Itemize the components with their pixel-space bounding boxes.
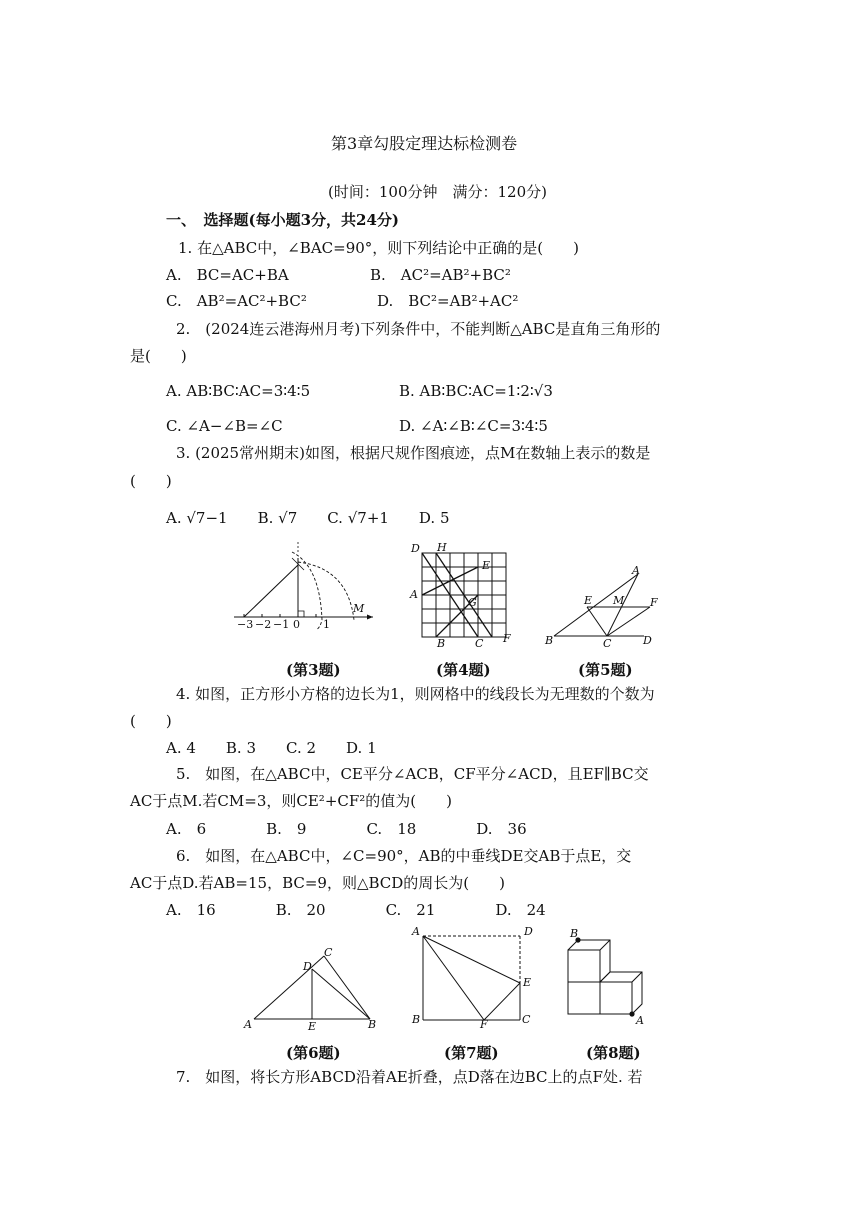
figure-6 xyxy=(240,944,380,1034)
label-E: E xyxy=(482,559,491,572)
label-B: B xyxy=(570,927,579,940)
label-F: F xyxy=(650,596,658,609)
label-B: B xyxy=(545,634,554,647)
label-C: C xyxy=(475,637,484,650)
label-B: B xyxy=(437,637,446,650)
label-A: A xyxy=(410,588,418,601)
q7-stem-line1: 7. 如图，将长方形ABCD沿着AE折叠，点D落在边BC上的点F处. 若 xyxy=(176,1068,643,1086)
label-minus-3: −3 xyxy=(237,618,254,630)
q2-option-d: D. ∠A∶∠B∶∠C=3∶4∶5 xyxy=(399,417,548,435)
figure-4 xyxy=(405,540,520,650)
label-A: A xyxy=(412,925,420,938)
q2-option-c: C. ∠A−∠B=∠C xyxy=(166,417,283,435)
label-A: A xyxy=(632,564,640,577)
line-BA xyxy=(554,574,638,636)
point-A xyxy=(629,1011,634,1016)
label-zero: 0 xyxy=(293,618,300,630)
line-EC xyxy=(587,607,607,636)
q2-stem-line1: 2. (2024连云港海州月考)下列条件中，不能判断△ABC是直角三角形的 xyxy=(176,320,661,338)
cube-bottom-right-front xyxy=(600,982,632,1014)
label-A: A xyxy=(244,1018,252,1031)
q6-options: A. 16 B. 20 C. 21 D. 24 xyxy=(166,901,546,919)
cube-bottom-left-front xyxy=(568,982,600,1014)
figure-8-caption: (第8题) xyxy=(586,1044,641,1062)
q5-stem-line1: 5. 如图，在△ABC中，CE平分∠ACB，CF平分∠ACD，且EF∥BC交 xyxy=(176,765,649,783)
label-one: 1 xyxy=(323,618,330,630)
figure-3 xyxy=(230,540,380,630)
label-H: H xyxy=(437,541,447,554)
q6-stem-line2: AC于点D.若AB=15，BC=9，则△BCD的周长为( ) xyxy=(130,874,506,892)
segment-AE xyxy=(423,936,520,983)
q2-stem-line2: 是( ) xyxy=(130,347,187,365)
q4-stem-line2: ( ) xyxy=(130,712,172,730)
label-A: A xyxy=(636,1014,644,1027)
exam-info: (时间：100分钟 满分：120分) xyxy=(328,183,547,201)
figure-4-caption: (第4题) xyxy=(436,661,491,679)
number-line-arrow xyxy=(367,615,373,620)
q1-option-c: C. AB²=AC²+BC² xyxy=(166,292,307,310)
q1-option-b: B. AC²=AB²+BC² xyxy=(370,266,511,284)
segment-FE xyxy=(484,983,520,1020)
q1-stem: 1. 在△ABC中，∠BAC=90°，则下列结论中正确的是( ) xyxy=(178,239,579,257)
right-angle-mark xyxy=(298,611,304,617)
figure-7 xyxy=(408,925,538,1030)
figure-3-caption: (第3题) xyxy=(286,661,341,679)
label-C: C xyxy=(522,1013,531,1026)
q2-option-b: B. AB∶BC∶AC=1∶2∶√3 xyxy=(399,382,553,400)
q3-options: A. √7−1 B. √7 C. √7+1 D. 5 xyxy=(166,509,450,527)
label-F: F xyxy=(503,632,511,645)
figure-5 xyxy=(540,562,670,650)
segment-AC xyxy=(254,956,324,1019)
label-E: E xyxy=(308,1020,317,1033)
figure-6-caption: (第6题) xyxy=(286,1044,341,1062)
cube-top-front xyxy=(568,950,600,982)
label-B: B xyxy=(412,1013,421,1026)
label-D: D xyxy=(524,925,533,938)
q3-stem-line2: ( ) xyxy=(130,472,172,490)
label-C: C xyxy=(324,946,333,959)
label-D: D xyxy=(643,634,652,647)
label-D: D xyxy=(411,542,420,555)
q4-stem-line1: 4. 如图，正方形小方格的边长为1，则网格中的线段长为无理数的个数为 xyxy=(176,685,655,703)
label-M: M xyxy=(613,594,625,607)
hypotenuse xyxy=(244,565,298,617)
q4-options: A. 4 B. 3 C. 2 D. 1 xyxy=(166,739,377,757)
label-minus-2: −2 xyxy=(255,618,272,630)
line-CF xyxy=(607,607,650,636)
q5-options: A. 6 B. 9 C. 18 D. 36 xyxy=(166,820,527,838)
label-F: F xyxy=(480,1018,488,1030)
label-B: B xyxy=(368,1018,377,1031)
label-G: G xyxy=(468,596,477,609)
label-M: M xyxy=(353,602,365,615)
segment-CB xyxy=(324,956,370,1019)
segment-DB xyxy=(312,969,370,1019)
q1-option-d: D. BC²=AB²+AC² xyxy=(377,292,519,310)
segment-AF xyxy=(423,936,484,1020)
section-heading: 一、 选择题(每小题3分，共24分) xyxy=(166,211,400,229)
page-title: 第3章勾股定理达标检测卷 xyxy=(331,134,518,153)
q2-option-a: A. AB∶BC∶AC=3∶4∶5 xyxy=(166,382,311,400)
q1-option-a: A. BC=AC+BA xyxy=(166,266,289,284)
label-minus-1: −1 xyxy=(273,618,290,630)
q6-stem-line1: 6. 如图，在△ABC中，∠C=90°，AB的中垂线DE交AB于点E，交 xyxy=(176,847,632,865)
label-E: E xyxy=(523,976,532,989)
figure-7-caption: (第7题) xyxy=(444,1044,499,1062)
label-E: E xyxy=(584,594,593,607)
q3-stem-line1: 3. (2025常州期末)如图，根据尺规作图痕迹，点M在数轴上表示的数是 xyxy=(176,444,651,462)
figure-8 xyxy=(560,925,660,1030)
q5-stem-line2: AC于点M.若CM=3，则CE²+CF²的值为( ) xyxy=(130,792,452,810)
arc-2 xyxy=(298,562,354,620)
figure-5-caption: (第5题) xyxy=(578,661,633,679)
label-C: C xyxy=(603,637,612,650)
label-D: D xyxy=(303,960,312,973)
